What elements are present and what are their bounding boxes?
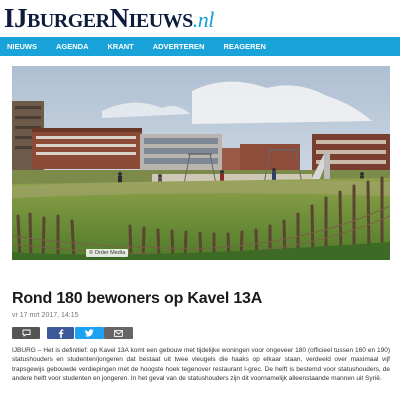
site-header	[0, 0, 400, 36]
nav-item-reageren[interactable]: REAGEREN	[223, 42, 266, 51]
logo-n: N	[109, 3, 129, 33]
logo-burger: BURGER	[27, 10, 110, 32]
nav-item-adverteren[interactable]: ADVERTEREN	[152, 42, 205, 51]
twitter-share-button[interactable]	[75, 327, 104, 339]
logo-ieuws: IEUWS	[128, 10, 193, 32]
logo-ij: IJ	[4, 3, 28, 33]
comments-button[interactable]	[12, 327, 40, 339]
hero-image	[12, 66, 390, 260]
hero-photo	[12, 66, 390, 260]
facebook-share-button[interactable]	[47, 327, 74, 339]
logo-tld: .nl	[192, 7, 214, 32]
email-icon	[114, 330, 123, 337]
article-date: vr 17 mrt 2017, 14:15	[12, 312, 79, 319]
twitter-icon	[85, 329, 94, 337]
email-share-button[interactable]	[104, 327, 133, 339]
nav-item-nieuws[interactable]: NIEUWS	[7, 42, 37, 51]
article-body: IJBURG – Het is definitief: op Kavel 13A komt een gebouw met tijdelijke woningen voor ongeveer 180 (officieel tussen 160 en 190) statushouders en studenten/jongeren dat bestaat uit twee vleugels die haaks op elkaar staan, verdeeld over maximaal vijf trapsgewijs gebouwde verdiepingen met de hoogste hoek tegenover restaurant I-grec. De helft is bestemd voor statushouders, de andere helft voor studenten en jongeren. In het geval van de statushouders zijn dit voornamelijk alleenstaande mannen uit Syrië.	[12, 347, 390, 383]
facebook-icon	[58, 329, 64, 338]
site-logo[interactable]	[4, 3, 214, 34]
main-nav	[0, 37, 400, 56]
nav-item-agenda[interactable]: AGENDA	[56, 42, 89, 51]
photo-credit: © Order Media	[86, 249, 128, 257]
article-title: Rond 180 bewoners op Kavel 13A	[12, 290, 263, 307]
comment-icon	[22, 329, 31, 337]
nav-item-krant[interactable]: KRANT	[107, 42, 134, 51]
